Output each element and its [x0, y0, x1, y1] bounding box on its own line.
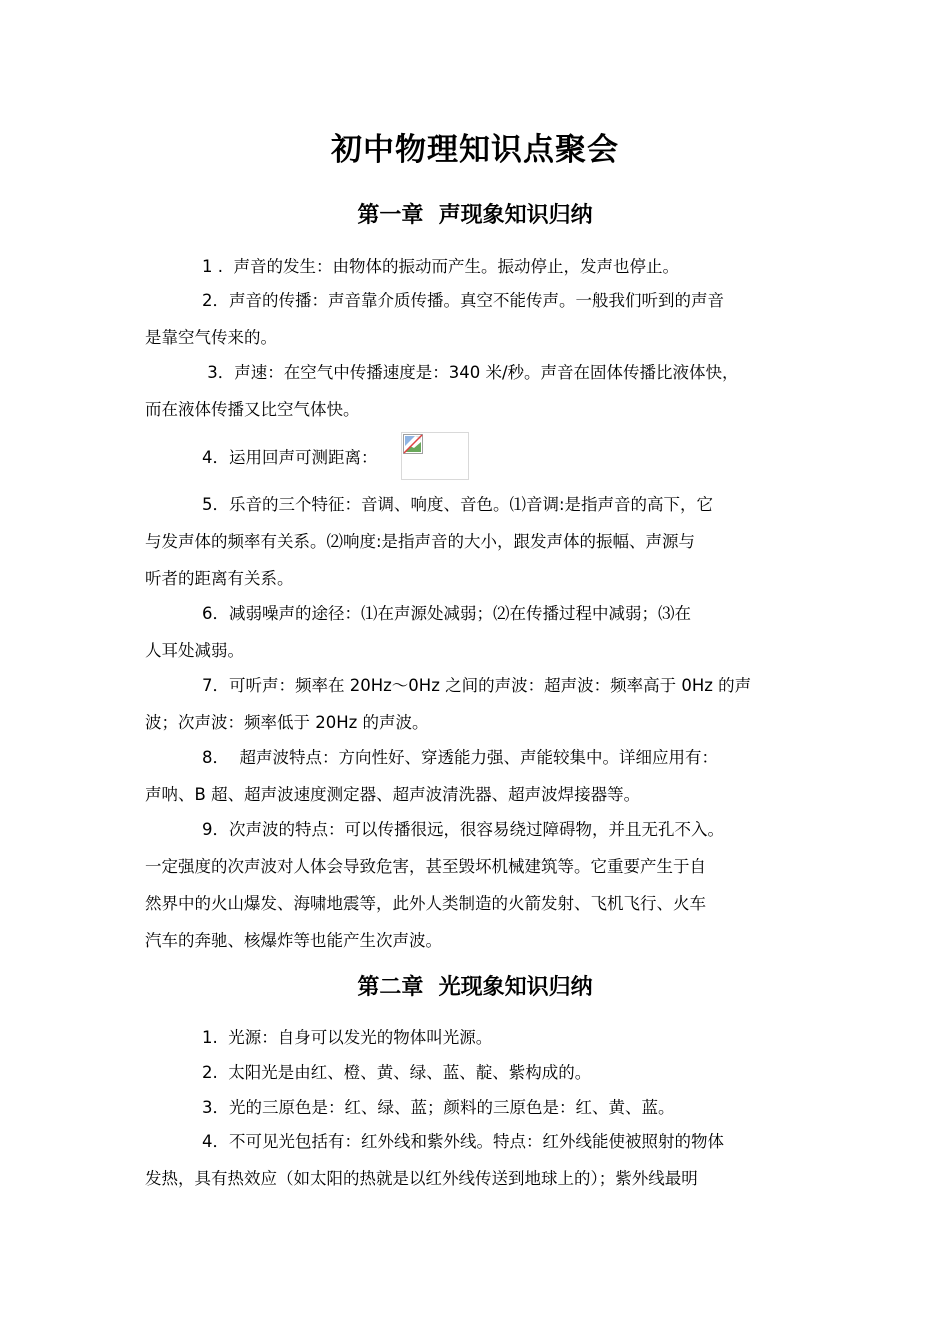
paragraph-line: 3．声速：在空气中传播速度是：340 米/秒。声音在固体传播比液体快，	[202, 363, 739, 382]
paragraph-line: 是靠空气传来的。	[145, 328, 277, 347]
paragraph-line: 8． 超声波特点：方向性好、穿透能力强、声能较集中。详细应用有：	[202, 748, 718, 767]
paragraph-line: 与发声体的频率有关系。⑵响度:是指声音的大小，跟发声体的振幅、声源与	[145, 532, 696, 551]
paragraph-line: 人耳处减弱。	[145, 641, 244, 660]
paragraph-line: 汽车的奔驰、核爆炸等也能产生次声波。	[145, 931, 442, 950]
paragraph-line: 3．光的三原色是：红、绿、蓝；颜料的三原色是：红、黄、蓝。	[202, 1098, 675, 1117]
paragraph-line: 6．减弱噪声的途径：⑴在声源处减弱；⑵在传播过程中减弱；⑶在	[202, 604, 691, 623]
broken-image-placeholder	[401, 432, 469, 480]
paragraph-line: 而在液体传播又比空气体快。	[145, 400, 360, 419]
paragraph-line: 1. 光源：自身可以发光的物体叫光源。	[202, 1028, 493, 1047]
chapter-1-heading: 第一章 声现象知识归纳	[357, 203, 593, 228]
paragraph-line: 一定强度的次声波对人体会导致危害，甚至毁坏机械建筑等。它重要产生于自	[145, 857, 706, 876]
paragraph-line: 4．不可见光包括有：红外线和紫外线。特点：红外线能使被照射的物体	[202, 1132, 724, 1151]
paragraph-line: 9．次声波的特点：可以传播很远，很容易绕过障碍物，并且无孔不入。	[202, 820, 724, 839]
paragraph-line: 4．运用回声可测距离：	[202, 448, 378, 467]
paragraph-line: 2. 太阳光是由红、橙、黄、绿、蓝、靛、紫构成的。	[202, 1063, 592, 1082]
paragraph-line: 声呐、B 超、超声波速度测定器、超声波清洗器、超声波焊接器等。	[145, 785, 641, 804]
chapter-2-heading: 第二章 光现象知识归纳	[357, 975, 593, 1000]
paragraph-line: 5．乐音的三个特征：音调、响度、音色。⑴音调:是指声音的高下，它	[202, 495, 714, 514]
broken-image-icon	[403, 434, 423, 454]
paragraph-line: 7．可听声：频率在 20Hz～0Hz 之间的声波：超声波：频率高于 0Hz 的声	[202, 676, 752, 695]
paragraph-line: 听者的距离有关系。	[145, 569, 294, 588]
paragraph-line: 1 . 声音的发生：由物体的振动而产生。振动停止，发声也停止。	[202, 257, 679, 276]
paragraph-line: 波；次声波：频率低于 20Hz 的声波。	[145, 713, 429, 732]
paragraph-line: 然界中的火山爆发、海啸地震等，此外人类制造的火箭发射、飞机飞行、火车	[145, 894, 706, 913]
paragraph-line: 发热，具有热效应（如太阳的热就是以红外线传送到地球上的）；紫外线最明	[145, 1169, 698, 1188]
document-title: 初中物理知识点聚会	[331, 132, 619, 168]
paragraph-line: 2．声音的传播：声音靠介质传播。真空不能传声。一般我们听到的声音	[202, 291, 724, 310]
